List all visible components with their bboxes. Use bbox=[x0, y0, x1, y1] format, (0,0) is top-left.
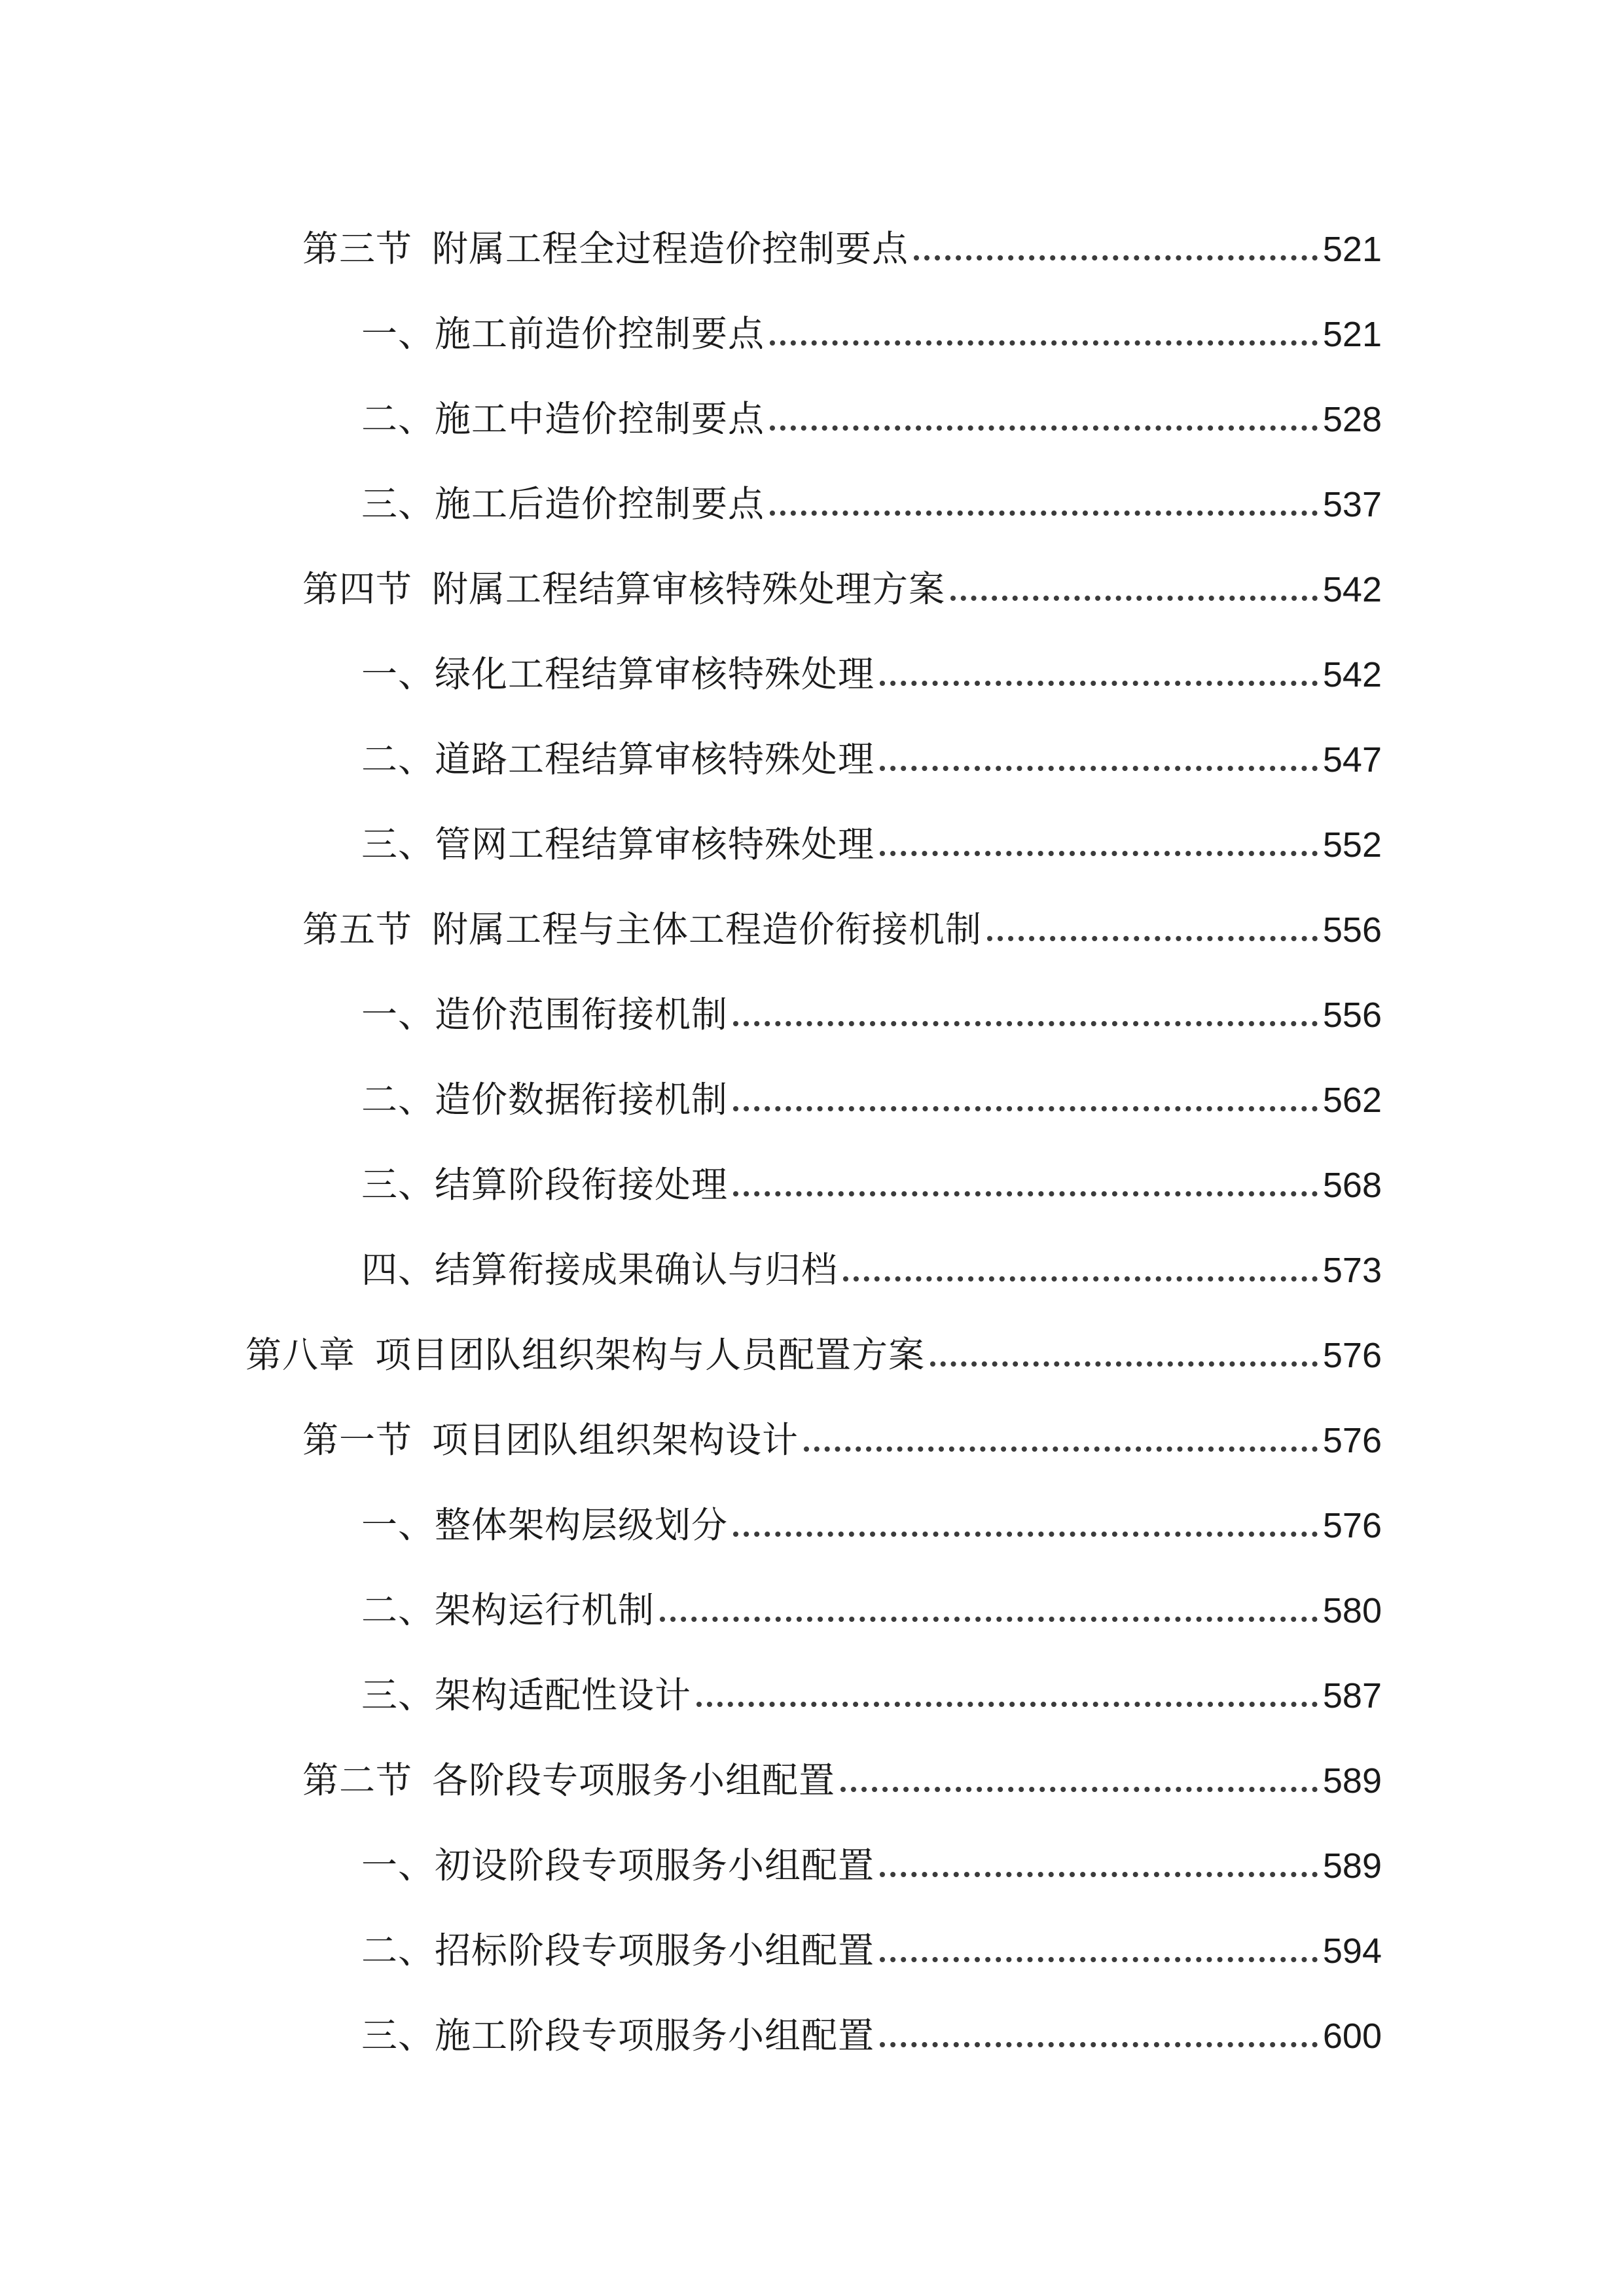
toc-page-number: 576 bbox=[1322, 1506, 1382, 1545]
toc-entry[interactable] bbox=[361, 634, 1382, 695]
toc-entry[interactable] bbox=[361, 1059, 1382, 1121]
toc-dot-leader bbox=[733, 1191, 1318, 1196]
toc-page-number: 521 bbox=[1322, 230, 1382, 269]
toc-entry-title: 四、结算衔接成果确认与归档 bbox=[361, 1249, 839, 1291]
toc-page-number: 576 bbox=[1322, 1421, 1382, 1460]
toc-page-number: 589 bbox=[1322, 1846, 1382, 1886]
toc-entry[interactable] bbox=[302, 889, 1382, 948]
toc-page-number: 568 bbox=[1322, 1166, 1382, 1205]
toc-page-number: 542 bbox=[1322, 570, 1382, 609]
toc-page-number: 552 bbox=[1322, 825, 1382, 865]
toc-entry[interactable] bbox=[361, 1995, 1382, 2054]
toc-entry-title: 三、施工后造价控制要点 bbox=[361, 483, 765, 525]
toc-dot-leader bbox=[804, 1446, 1318, 1452]
toc-entry[interactable] bbox=[361, 1229, 1382, 1291]
toc-entry-title: 二、招标阶段专项服务小组配置 bbox=[361, 1929, 875, 1971]
toc-page-number: 537 bbox=[1322, 485, 1382, 524]
toc-entry[interactable] bbox=[361, 463, 1382, 525]
toc-entry[interactable] bbox=[302, 208, 1382, 270]
toc-entry[interactable] bbox=[302, 1740, 1382, 1799]
toc-entry-title: 第三节 附属工程全过程造价控制要点 bbox=[302, 228, 909, 270]
toc-page-number: 580 bbox=[1322, 1591, 1382, 1630]
toc-dot-leader bbox=[843, 1276, 1318, 1282]
toc-dot-leader bbox=[770, 340, 1318, 346]
toc-entry-title: 第二节 各阶段专项服务小组配置 bbox=[302, 1759, 836, 1801]
toc-entry-title: 三、管网工程结算审核特殊处理 bbox=[361, 823, 875, 865]
toc-page-number: 576 bbox=[1322, 1336, 1382, 1375]
toc-dot-leader bbox=[930, 1361, 1318, 1367]
toc-entry[interactable] bbox=[361, 378, 1382, 440]
toc-entry[interactable] bbox=[361, 1825, 1382, 1884]
toc-entry-title: 一、绿化工程结算审核特殊处理 bbox=[361, 653, 875, 695]
toc-entry[interactable] bbox=[245, 1314, 1382, 1376]
toc-entry-title: 一、初设阶段专项服务小组配置 bbox=[361, 1844, 875, 1886]
toc-dot-leader bbox=[840, 1787, 1318, 1792]
toc-dot-leader bbox=[660, 1617, 1318, 1622]
toc-entry[interactable] bbox=[302, 548, 1382, 610]
toc-page-number: 594 bbox=[1322, 1931, 1382, 1971]
toc-entry[interactable] bbox=[361, 1144, 1382, 1206]
toc-entry-title: 第八章 项目团队组织架构与人员配置方案 bbox=[245, 1334, 926, 1376]
toc-dot-leader bbox=[880, 2042, 1318, 2047]
toc-dot-leader bbox=[914, 255, 1318, 260]
toc-dot-leader bbox=[733, 1532, 1318, 1537]
toc-entry-title: 二、造价数据衔接机制 bbox=[361, 1079, 729, 1121]
toc-dot-leader bbox=[950, 596, 1318, 601]
toc-entry-title: 第一节 项目团队组织架构设计 bbox=[302, 1419, 799, 1461]
toc-entry-title: 第四节 附属工程结算审核特殊处理方案 bbox=[302, 568, 946, 610]
toc-entry[interactable] bbox=[361, 1910, 1382, 1969]
toc-page-number: 542 bbox=[1322, 655, 1382, 694]
toc-page-number: 556 bbox=[1322, 910, 1382, 950]
toc-dot-leader bbox=[733, 1106, 1318, 1111]
toc-dot-leader bbox=[733, 1021, 1318, 1026]
toc-entry-title: 一、施工前造价控制要点 bbox=[361, 313, 765, 355]
toc-entry-title: 二、道路工程结算审核特殊处理 bbox=[361, 738, 875, 780]
toc-dot-leader bbox=[770, 511, 1318, 516]
toc-dot-leader bbox=[696, 1702, 1318, 1707]
toc-dot-leader bbox=[880, 766, 1318, 771]
toc-entry-title: 二、施工中造价控制要点 bbox=[361, 398, 765, 440]
toc-entry[interactable] bbox=[361, 293, 1382, 355]
toc-dot-leader bbox=[880, 681, 1318, 686]
toc-entry[interactable] bbox=[361, 719, 1382, 778]
toc-entry-title: 三、架构适配性设计 bbox=[361, 1674, 692, 1716]
toc-page-number: 556 bbox=[1322, 996, 1382, 1035]
toc-page-number: 547 bbox=[1322, 740, 1382, 780]
toc-entry-title: 第五节 附属工程与主体工程造价衔接机制 bbox=[302, 908, 983, 950]
toc-entry[interactable] bbox=[361, 1570, 1382, 1631]
toc-page-number: 600 bbox=[1322, 2017, 1382, 2056]
toc-entry-title: 一、造价范围衔接机制 bbox=[361, 994, 729, 1035]
toc-page-number: 589 bbox=[1322, 1761, 1382, 1801]
toc-dot-leader bbox=[880, 1957, 1318, 1962]
toc-entry[interactable] bbox=[361, 1484, 1382, 1546]
toc-page-number: 528 bbox=[1322, 400, 1382, 439]
toc-page-number: 573 bbox=[1322, 1251, 1382, 1290]
toc-dot-leader bbox=[770, 425, 1318, 431]
toc-entry-title: 二、架构运行机制 bbox=[361, 1589, 655, 1631]
toc-entry-title: 三、施工阶段专项服务小组配置 bbox=[361, 2015, 875, 2056]
toc-entry[interactable] bbox=[361, 1655, 1382, 1716]
toc-entry[interactable] bbox=[361, 804, 1382, 863]
toc-entry[interactable] bbox=[302, 1399, 1382, 1461]
toc-page-number: 521 bbox=[1322, 315, 1382, 354]
toc-entry-title: 一、整体架构层级划分 bbox=[361, 1504, 729, 1546]
toc-dot-leader bbox=[880, 1872, 1318, 1877]
toc-entry[interactable] bbox=[361, 974, 1382, 1033]
toc-page-number: 562 bbox=[1322, 1081, 1382, 1120]
toc-dot-leader bbox=[987, 936, 1318, 941]
toc-dot-leader bbox=[880, 851, 1318, 856]
toc-page-number: 587 bbox=[1322, 1676, 1382, 1715]
toc-entry-title: 三、结算阶段衔接处理 bbox=[361, 1164, 729, 1206]
